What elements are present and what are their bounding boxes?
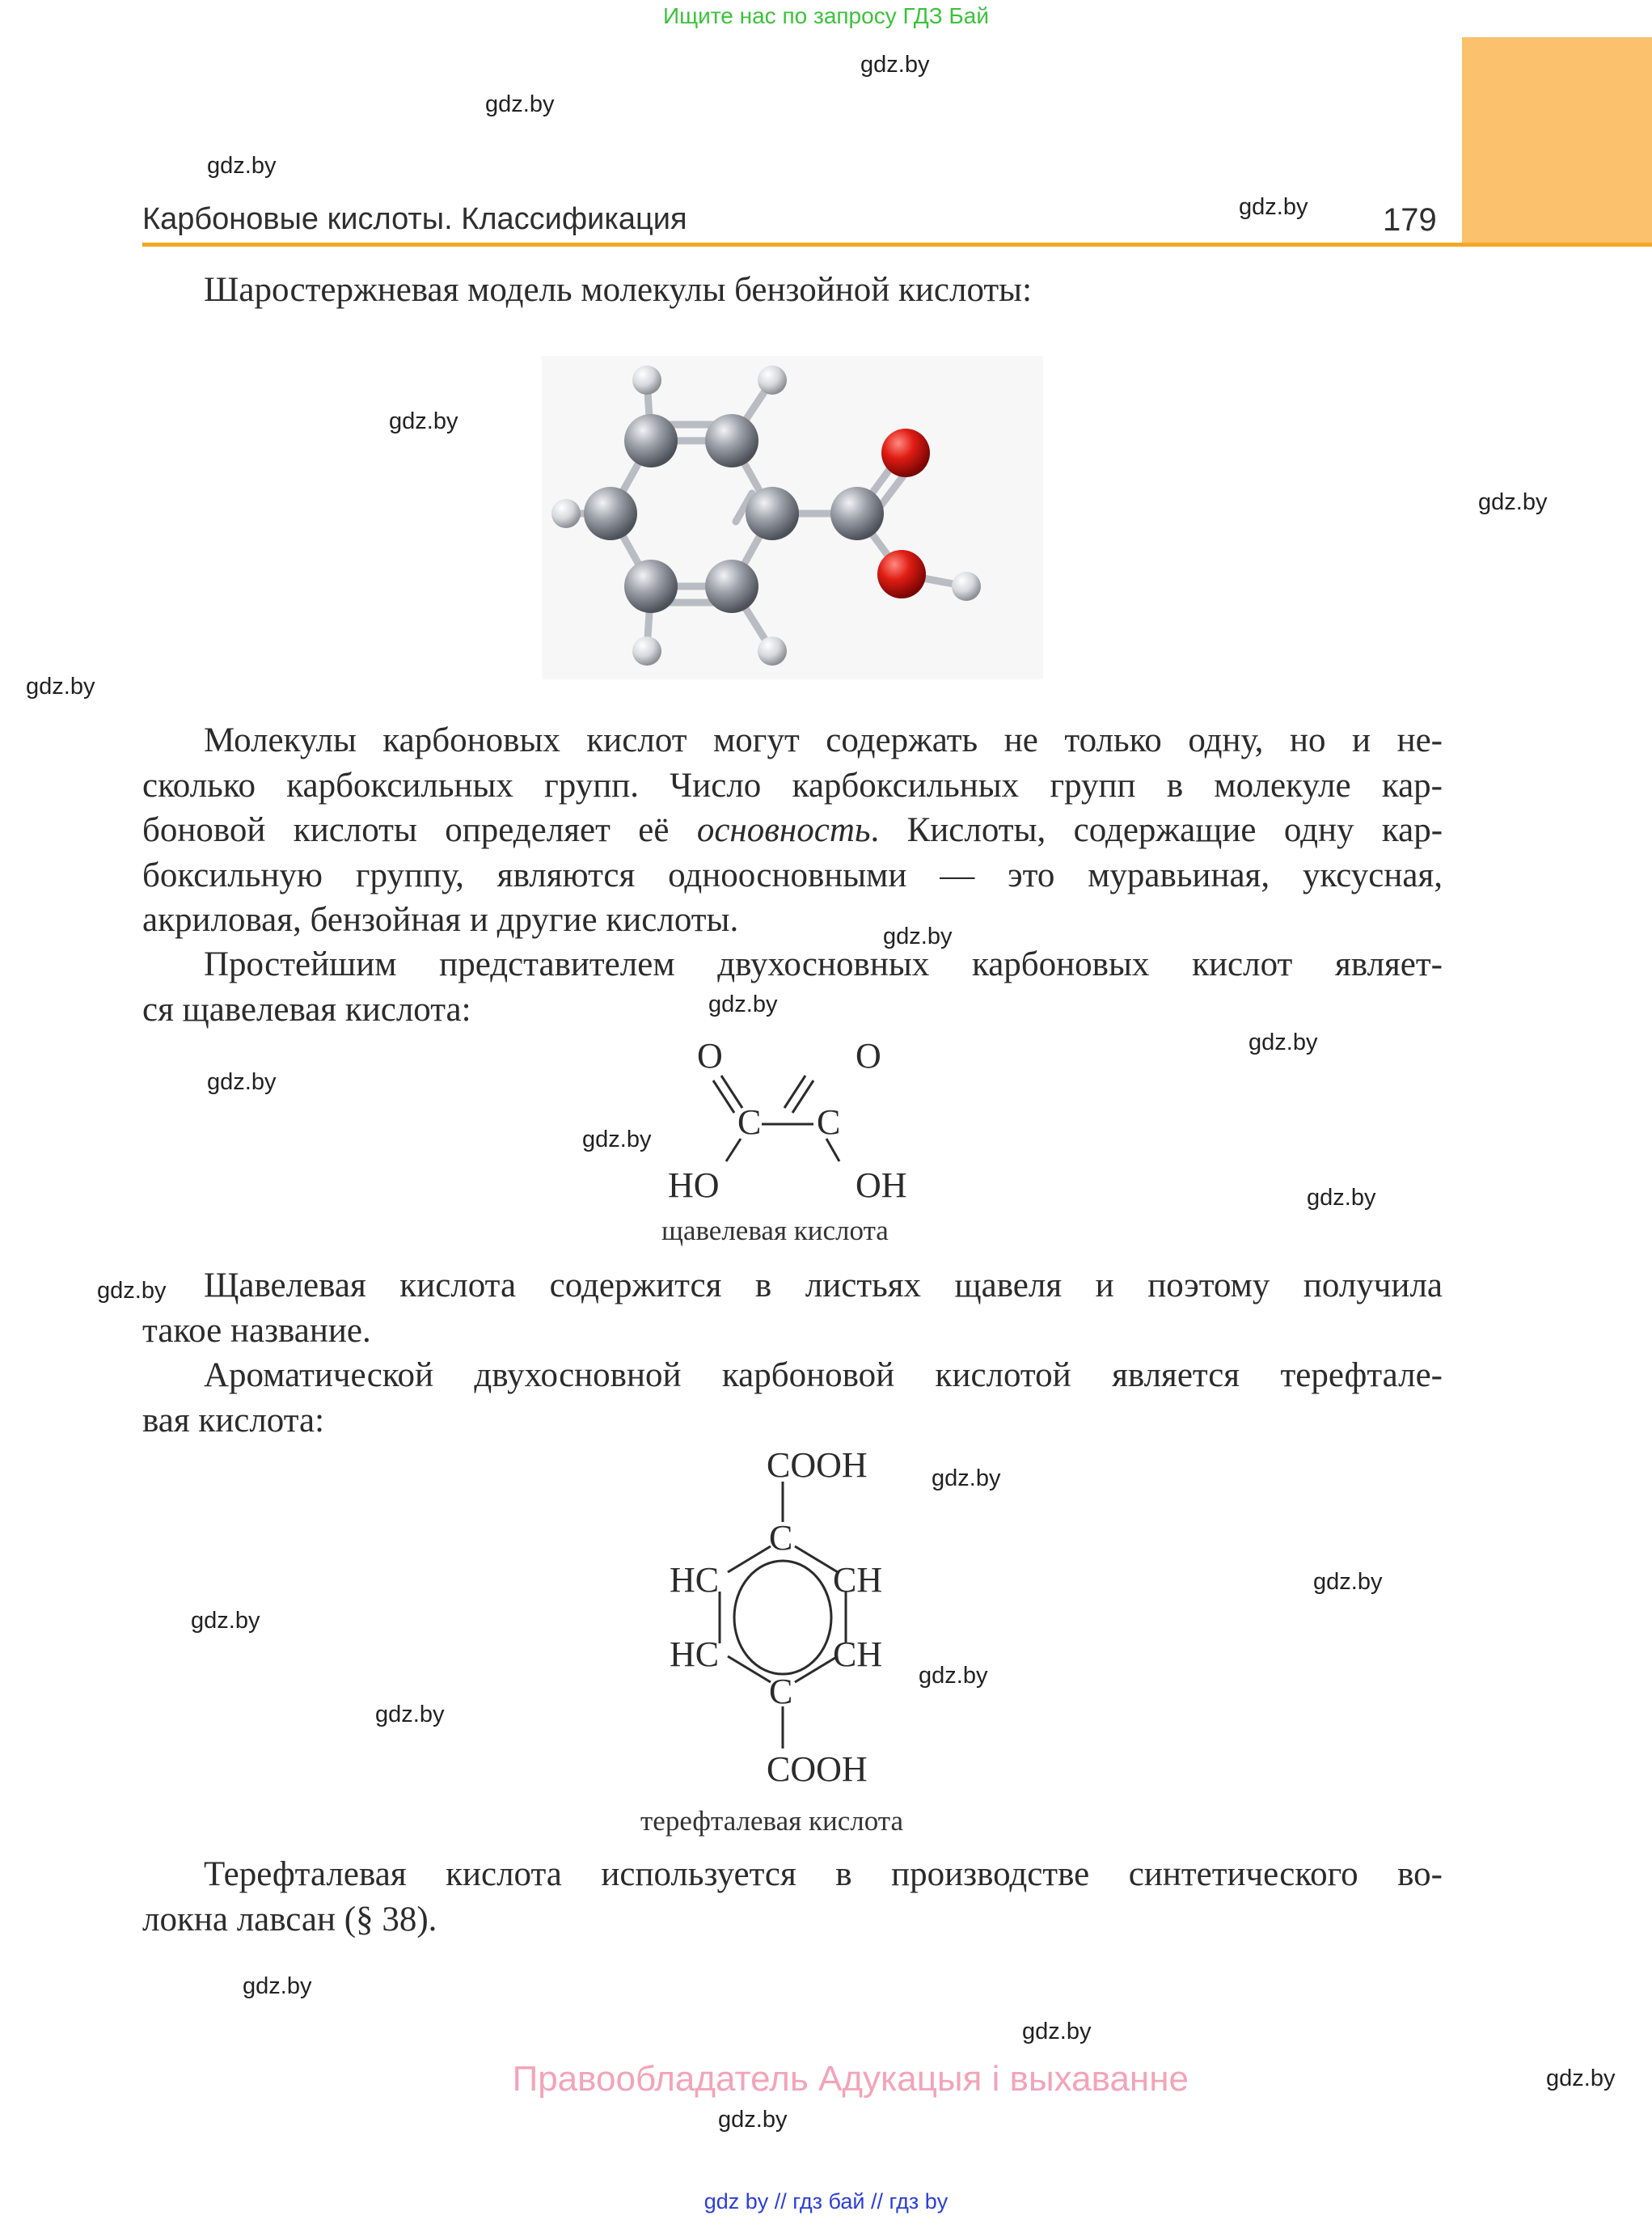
group-cooh-bottom: COOH — [767, 1749, 868, 1789]
oxalic-caption: щавелевая кислота — [661, 1215, 889, 1246]
page-number: 179 — [1383, 202, 1437, 238]
text-line: Терефталевая кислота используется в производстве синтетического во- — [204, 1855, 1443, 1893]
watermark: gdz.by — [207, 153, 277, 179]
watermark: gdz.by — [1022, 2019, 1092, 2044]
atom-o-left: O — [697, 1036, 723, 1076]
atom-c-right: C — [817, 1102, 841, 1142]
text-line: ся щавелевая кислота: — [142, 990, 471, 1029]
text-line: сколько карбоксильных групп. Число карбоксильных групп в молекуле кар- — [142, 766, 1443, 805]
text-line: Ароматической двухосновной карбоновой кислотой является терефтале- — [204, 1356, 1443, 1394]
text-line: Простейшим представителем двухосновных карбоновых кислот являет- — [204, 945, 1443, 983]
watermark: gdz.by — [375, 1702, 445, 1727]
text-line: Щавелевая кислота содержится в листьях щавеля и поэтому получила — [204, 1266, 1443, 1304]
header-rule — [142, 243, 1652, 247]
watermark: gdz.by — [191, 1608, 260, 1634]
group-hc-lower: HC — [670, 1634, 720, 1674]
group-ho: HO — [668, 1165, 720, 1205]
watermark: gdz.by — [1239, 194, 1308, 220]
paragraph-lavsan — [142, 1852, 1443, 1942]
paragraph-terephthalic-intro — [142, 1353, 1443, 1443]
watermark: gdz.by — [26, 674, 95, 700]
atom-c-bottom: C — [769, 1672, 793, 1711]
watermark: gdz.by — [932, 1465, 1001, 1491]
watermark: gdz.by — [1249, 1030, 1318, 1055]
paragraph-sorrel — [142, 1263, 1443, 1353]
group-oh: OH — [856, 1165, 907, 1205]
section-title: Карбоновые кислоты. Классификация — [142, 202, 687, 236]
text-line: вая кислота: — [142, 1401, 325, 1440]
paragraph-oxalic-intro — [142, 942, 1443, 1032]
text-fragment: . Кислоты, содержащие одну кар- — [870, 811, 1443, 849]
watermark: gdz.by — [1313, 1569, 1383, 1595]
text-fragment — [697, 811, 1443, 849]
text-line — [142, 808, 1443, 853]
atom-o-right: O — [856, 1036, 881, 1076]
terephthalic-caption: терефталевая кислота — [640, 1805, 904, 1837]
benzoic-acid-model — [534, 348, 1051, 687]
atom-c-left: C — [737, 1102, 762, 1142]
watermark: gdz.by — [883, 924, 953, 949]
text-line: боксильную группу, являются одноосновными — это муравьиная, уксусная, — [142, 856, 1443, 894]
paragraph-basicity — [142, 718, 1443, 943]
watermark: gdz.by — [243, 1973, 312, 1999]
copyright-footer: Правообладатель Адукацыя і выхаванне — [512, 2059, 1189, 2099]
watermark: gdz.by — [1478, 489, 1548, 515]
text-line: акриловая, бензойная и другие кислоты. — [142, 901, 739, 939]
watermark: gdz.by — [389, 408, 458, 434]
watermark: gdz.by — [582, 1127, 652, 1152]
term-basicity: основность — [696, 811, 871, 849]
watermark: gdz.by — [1546, 2065, 1616, 2091]
watermark: gdz.by — [718, 2107, 788, 2133]
text-line: Молекулы карбоновых кислот могут содержать не только одну, но и не- — [204, 721, 1443, 759]
group-cooh-top: COOH — [767, 1445, 868, 1485]
text-line: локна лавсан (§ 38). — [142, 1900, 437, 1939]
watermark: gdz.by — [207, 1069, 277, 1095]
atom-c-top: C — [769, 1518, 793, 1558]
orange-page-tab — [1462, 37, 1652, 246]
group-ch-lower: CH — [833, 1634, 883, 1674]
top-search-note: Ищите нас по запросу ГДЗ Бай — [662, 3, 990, 28]
watermark: gdz.by — [97, 1278, 167, 1304]
watermark: gdz.by — [860, 52, 930, 78]
group-ch-upper: CH — [833, 1560, 883, 1600]
text-line: такое название. — [142, 1311, 371, 1350]
text-fragment: боновой кислоты определяет её — [142, 811, 670, 849]
watermark: gdz.by — [1307, 1185, 1376, 1211]
intro-text: Шаростержневая модель молекулы бензойной кислоты: — [204, 271, 1033, 309]
watermark: gdz.by — [708, 991, 778, 1017]
bottom-site-links[interactable]: gdz by // гдз бай // гдз by — [703, 2189, 949, 2213]
watermark: gdz.by — [919, 1663, 988, 1689]
watermark: gdz.by — [485, 91, 555, 117]
group-hc-upper: HC — [670, 1560, 720, 1600]
